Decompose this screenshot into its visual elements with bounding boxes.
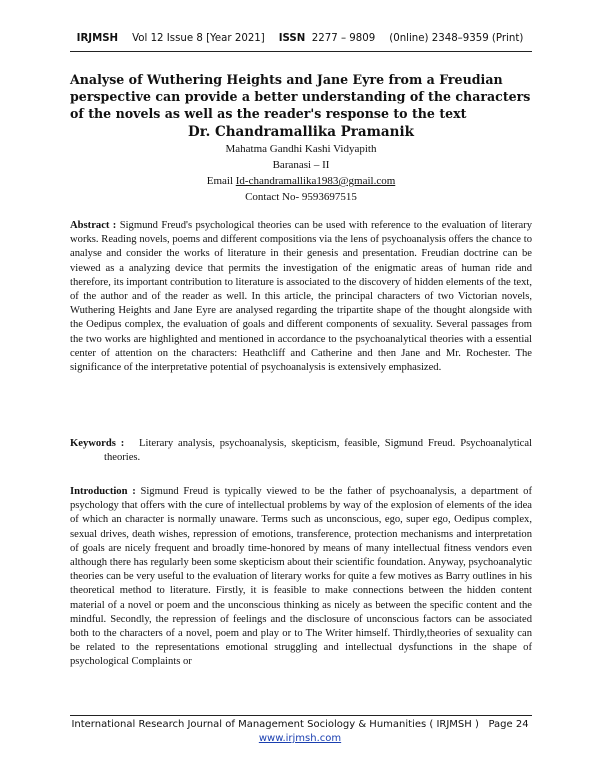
abstract-paragraph xyxy=(70,219,532,375)
issn-label: ISSN xyxy=(278,33,306,44)
keywords-text: Literary analysis, psychoanalysis, skepticism, feasible, Sigmund Freud. Psychoanalytical theories. xyxy=(104,438,532,464)
footer-journal-line xyxy=(0,719,600,730)
journal-abbrev: IRJMSH xyxy=(76,33,119,44)
introduction-label: Introduction : xyxy=(70,486,136,497)
introduction-paragraph xyxy=(70,485,532,670)
author-name: Dr. Chandramallika Pramanik xyxy=(188,124,414,140)
running-header xyxy=(0,33,600,44)
volume-issue: Vol 12 Issue 8 [Year 2021] xyxy=(132,33,265,44)
journal-url-link[interactable]: www.irjmsh.com xyxy=(258,733,342,744)
paper-title: Analyse of Wuthering Heights and Jane Eyre from a Freudian perspective can provide a better understanding of the characters of the novels as well as the reader's response to the text xyxy=(70,72,531,121)
keywords-label: Keywords : xyxy=(70,438,125,449)
page-number: Page 24 xyxy=(488,719,529,730)
keywords-paragraph xyxy=(70,437,532,465)
issn-online: (0nline) 2348–9359 (Print) xyxy=(389,33,524,44)
author-institution: Mahatma Gandhi Kashi Vidyapith xyxy=(225,143,377,155)
abstract-text: Sigmund Freud's psychological theories can be used with reference to the evaluation of literary works. Reading novels, poems and different compositions via the lens of psychoanalysis offers the chance to analyse and consider the works of literature in their genesis and presentation. Freudian doctrine can be viewed as a analyzing device that permits the investigation of the enigmatic areas of human ride and therefore, its important contribution to literature is associated to the discovery of hidden elements of the text, of the author and of the reader as well. In this article, the principal characters of two Victorian novels, Wuthering Heights and Jane Eyre are analysed regarding the tripartite shape of the thought alongside with the Oedipus complex, the evaluation of goals and different components of sexuality. Several passages from the two works are highlighted and mentioned in accordance to the psychoanalytical theories with a essential center of attention on the characters: Heathcliff and Catherine and then Jane and Mr. Rochester. The significance of the interpretative potential of psychoanalysis is extensively emphasized. xyxy=(70,220,532,374)
issn-print: 2277 – 9809 xyxy=(311,33,376,44)
footer-url-line xyxy=(0,733,600,744)
author-city: Baranasi – II xyxy=(272,159,330,171)
author-contact: Contact No- 9593697515 xyxy=(245,191,357,203)
introduction-text: Sigmund Freud is typically viewed to be the father of psychoanalysis, a department of psychology that offers with the cure of intellectual problems by way of the explosion of elements of the idea of which an character is normally unaware. Terms such as unconscious, ego, super ego, Oedipus complex, sexual drives, death wishes, repression of emotions, transference, protection mechanisms and interpretation of goals are nicely frequent and broadly time-honored by means of many intellectual fitness vendors even although there has regularly been some skepticism about their scientific foundation. Anyway, psychoanalytic theories can be very useful to the evaluation of literary works for quite a few motives as Barry outlines in his theoretical method to literature. Firstly, it is feasible to make connections between the hidden content material of a novel or poem and the unconscious thinking as nicely as between the specific content and the mindful. Secondly, the repression of feelings and the disclosure of unconscious factors can be associated both to the characters of a novel, poem and play or to The Writer himself. Thirdly,theories of sexuality can be related to the representations emotional struggling and intellectual dysfunctions in the shape of psychological Complaints or xyxy=(70,486,533,668)
email-label: Email xyxy=(206,175,234,187)
abstract-label: Abstract : xyxy=(70,220,117,231)
author-email-line xyxy=(70,174,532,188)
footer-journal: International Research Journal of Management Sociology & Humanities ( IRJMSH ) xyxy=(71,719,479,730)
footer-rule xyxy=(70,715,532,716)
author-email-link[interactable]: Id-chandramallika1983@gmail.com xyxy=(235,175,396,187)
header-rule xyxy=(70,51,532,52)
